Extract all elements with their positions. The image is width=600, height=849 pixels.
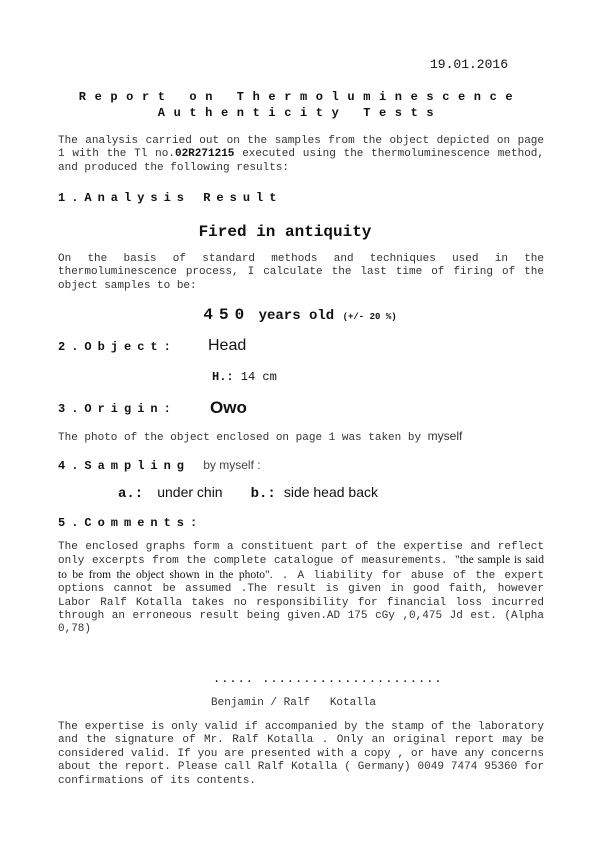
section-analysis-heading: 1.Analysis Result [58, 191, 283, 205]
section-comments-heading: 5.Comments: [58, 516, 204, 530]
sample-b-label: b.: [250, 486, 276, 502]
comments-quote: "the sample is said to be from the object shown in the photo". [58, 554, 545, 581]
section-sampling-heading [58, 458, 261, 473]
intro-text-end: executed using the thermoluminescence method, and produced the following results: [58, 148, 545, 174]
signature-line: ..... ...................... [213, 672, 443, 686]
sample-a-label: a.: [118, 486, 144, 502]
analysis-text: On the basis of standard methods and techniques used in the thermoluminescence process, I calculate the last time of firing of the object samples to be: [58, 253, 544, 292]
footer-disclaimer: The expertise is only valid if accompanied by the stamp of the laboratory and the signature of Mr. Ralf Kotalla . Only an original report may be considered valid. If you are presented with a copy , or have any concerns about the report. Please call Ralf Kotalla ( Germany) 0049 7474 95360 for confirmations of its contents. [58, 721, 544, 787]
report-title: Report on Thermoluminescence [78, 90, 522, 104]
dimension-value: 14 cm [233, 370, 277, 384]
report-date: 19.01.2016 [429, 57, 508, 72]
origin-value: Owo [210, 398, 247, 417]
age-number: 450 [203, 306, 251, 324]
intro-paragraph [58, 135, 544, 175]
object-value: Head [208, 337, 247, 354]
sample-locations [118, 484, 378, 502]
object-dimension [212, 370, 277, 384]
section-origin-heading: 3.Origin: [58, 402, 177, 416]
comments-text-start: The enclosed graphs form a constituent part of the expertise and reflect only excerpts from the complete catalogue of measurements. [58, 541, 544, 568]
signature-name: Benjamin / Ralf Kotalla [211, 697, 377, 709]
photo-by: myself [427, 429, 463, 443]
dimension-label: H.: [212, 370, 234, 384]
tl-number: 02R271215 [174, 148, 235, 161]
sample-a-value: under chin [157, 484, 223, 500]
age-unit: years old [250, 308, 343, 324]
comments-paragraph [58, 541, 544, 637]
report-subtitle: Authenticity Tests [157, 106, 443, 120]
photo-note [58, 430, 544, 445]
sample-b-value: side head back [283, 484, 379, 500]
analysis-result: Fired in antiquity [198, 223, 372, 241]
photo-note-text: The photo of the object enclosed on page 1 was taken by [58, 432, 428, 444]
sampling-by: by myself : [203, 458, 261, 472]
age-tolerance: (+/- 20 %) [342, 312, 397, 322]
sampling-heading-label: 4.Sampling [58, 459, 191, 473]
age-line [0, 306, 600, 324]
section-object-heading: 2.Object: [58, 340, 177, 354]
comments-text-end: . A liability for abuse of the expert options cannot be assumed .The result is given in good faith, however Labor Ralf Kotalla takes no responsibility for financial loss incurred through an erroneous result being given.AD 175 cGy ,0,475 Jd est. (Alpha 0,78) [58, 569, 544, 636]
intro-text-start: The analysis carried out on the samples from the object depicted on page 1 with the Tl no. [58, 135, 544, 161]
